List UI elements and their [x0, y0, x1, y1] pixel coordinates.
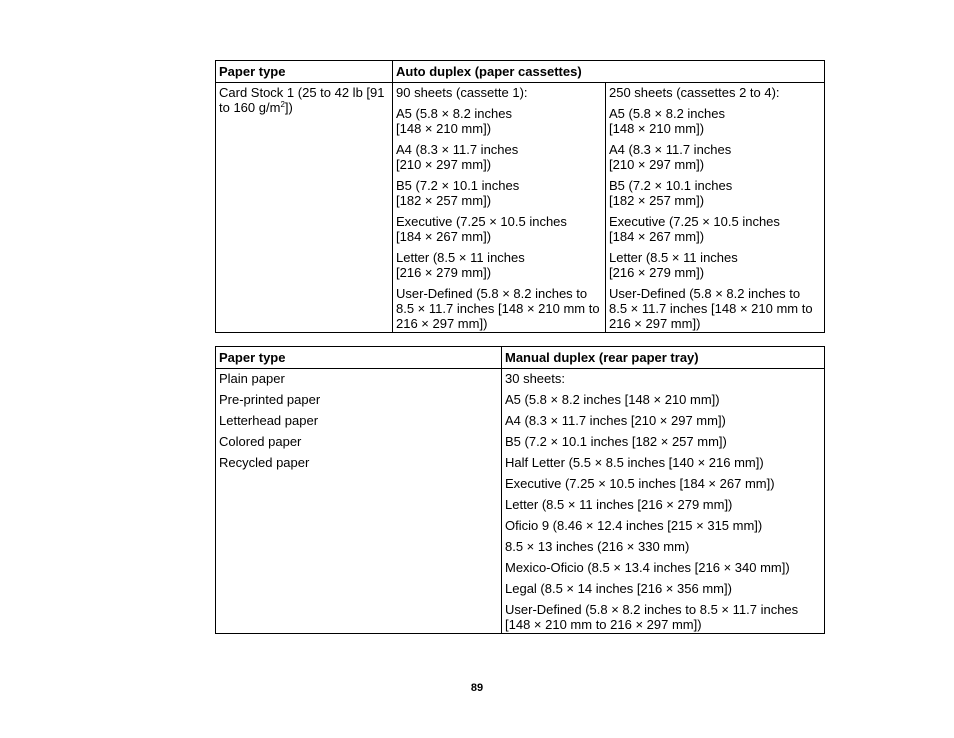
paper-size-line: Letter (8.5 × 11 inches [216 × 279 mm]) — [505, 497, 733, 512]
paper-size-line: [182 × 257 mm]) — [609, 193, 705, 208]
paper-size-entry — [505, 539, 822, 554]
table-header-row — [216, 61, 825, 83]
paper-size-entry — [505, 476, 822, 491]
paper-size-entry — [609, 286, 822, 331]
rear-tray-sizes-cell — [502, 369, 825, 634]
paper-size-line: Executive (7.25 × 10.5 inches — [396, 214, 567, 229]
paper-size-entry — [505, 455, 822, 470]
paper-size-line: [184 × 267 mm]) — [396, 229, 492, 244]
paper-size-line: 8.5 × 11.7 inches [148 × 210 mm to — [609, 301, 813, 316]
paper-type-header: Paper type — [216, 347, 502, 369]
paper-size-line: Mexico-Oficio (8.5 × 13.4 inches [216 × 340 mm]) — [505, 560, 790, 575]
paper-size-entry — [609, 106, 822, 136]
paper-type-header: Paper type — [216, 61, 393, 83]
auto-duplex-header: Auto duplex (paper cassettes) — [393, 61, 825, 83]
paper-type-line: to 160 $g/m^2$]) — [219, 100, 293, 115]
paper-size-line: Oficio 9 (8.46 × 12.4 inches [215 × 315 mm]) — [505, 518, 763, 533]
paper-size-line: [216 × 279 mm]) — [609, 265, 705, 280]
paper-size-entry — [396, 250, 603, 280]
paper-size-line: A5 (5.8 × 8.2 inches — [609, 106, 725, 121]
paper-size-line: 216 × 297 mm]) — [396, 316, 488, 331]
paper-size-entry — [505, 602, 822, 632]
cassettes-2-4-sizes-cell — [606, 83, 825, 333]
paper-type-item: Letterhead paper — [219, 413, 319, 428]
paper-size-line: 8.5 × 11.7 inches [148 × 210 mm to — [396, 301, 600, 316]
paper-size-entry — [396, 214, 603, 244]
paper-size-line: [216 × 279 mm]) — [396, 265, 492, 280]
paper-size-line: [182 × 257 mm]) — [396, 193, 492, 208]
manual-duplex-header: Manual duplex (rear paper tray) — [502, 347, 825, 369]
paper-size-entry — [505, 581, 822, 596]
table-header-row — [216, 347, 825, 369]
paper-types-cell — [216, 369, 502, 634]
sheets-capacity-text: 90 sheets (cassette 1): — [396, 85, 528, 100]
paper-size-line: 216 × 297 mm]) — [609, 316, 701, 331]
paper-size-entry — [505, 434, 822, 449]
paper-size-line: [210 × 297 mm]) — [609, 157, 705, 172]
paper-type-item: Colored paper — [219, 434, 302, 449]
paper-size-entry — [505, 413, 822, 428]
paper-size-line: [210 × 297 mm]) — [396, 157, 492, 172]
paper-size-line: B5 (7.2 × 10.1 inches — [609, 178, 733, 193]
paper-size-line: [184 × 267 mm]) — [609, 229, 705, 244]
paper-size-entry — [505, 392, 822, 407]
paper-size-entry — [396, 106, 603, 136]
paper-type-item: Plain paper — [219, 371, 285, 386]
paper-size-line: [148 × 210 mm to 216 × 297 mm]) — [505, 617, 702, 632]
paper-size-line: Letter (8.5 × 11 inches — [609, 250, 738, 265]
paper-size-line: User-Defined (5.8 × 8.2 inches to — [396, 286, 588, 301]
paper-size-line: Executive (7.25 × 10.5 inches [184 × 267 mm]) — [505, 476, 775, 491]
paper-type-cell — [216, 83, 393, 333]
paper-size-entry — [505, 560, 822, 575]
paper-size-line: B5 (7.2 × 10.1 inches [182 × 257 mm]) — [505, 434, 727, 449]
table-row — [216, 83, 825, 333]
paper-size-line: A4 (8.3 × 11.7 inches — [396, 142, 519, 157]
paper-size-line: Executive (7.25 × 10.5 inches — [609, 214, 780, 229]
sheets-capacity-text: 30 sheets: — [505, 371, 565, 386]
paper-size-line: Half Letter (5.5 × 8.5 inches [140 × 216 mm]) — [505, 455, 764, 470]
cassette-1-sizes-cell — [393, 83, 606, 333]
paper-size-line: 8.5 × 13 inches (216 × 330 mm) — [505, 539, 690, 554]
paper-size-entry — [505, 497, 822, 512]
paper-size-line: A5 (5.8 × 8.2 inches [148 × 210 mm]) — [505, 392, 720, 407]
sheets-capacity-text: 250 sheets (cassettes 2 to 4): — [609, 85, 780, 100]
paper-size-entry — [505, 518, 822, 533]
paper-size-entry — [609, 214, 822, 244]
paper-size-entry — [396, 286, 603, 331]
paper-size-entry — [609, 250, 822, 280]
paper-size-line: User-Defined (5.8 × 8.2 inches to 8.5 × 11.7 inches — [505, 602, 799, 617]
paper-size-line: A4 (8.3 × 11.7 inches [210 × 297 mm]) — [505, 413, 726, 428]
manual-duplex-table — [215, 346, 825, 634]
paper-size-line: Legal (8.5 × 14 inches [216 × 356 mm]) — [505, 581, 732, 596]
paper-type-item: Pre-printed paper — [219, 392, 321, 407]
paper-type-line: Card Stock 1 (25 to 42 lb [91 — [219, 85, 385, 100]
paper-size-entry — [396, 142, 603, 172]
paper-size-line: [148 × 210 mm]) — [396, 121, 492, 136]
paper-size-entry — [396, 178, 603, 208]
paper-size-line: [148 × 210 mm]) — [609, 121, 705, 136]
auto-duplex-table — [215, 60, 825, 333]
paper-size-line: A5 (5.8 × 8.2 inches — [396, 106, 512, 121]
paper-type-item: Recycled paper — [219, 455, 310, 470]
paper-size-line: User-Defined (5.8 × 8.2 inches to — [609, 286, 801, 301]
paper-size-line: Letter (8.5 × 11 inches — [396, 250, 525, 265]
page-number: 89 — [470, 682, 484, 694]
paper-size-line: A4 (8.3 × 11.7 inches — [609, 142, 732, 157]
paper-size-entry — [609, 178, 822, 208]
paper-size-line: B5 (7.2 × 10.1 inches — [396, 178, 520, 193]
paper-size-entry — [609, 142, 822, 172]
table-row — [216, 369, 825, 634]
